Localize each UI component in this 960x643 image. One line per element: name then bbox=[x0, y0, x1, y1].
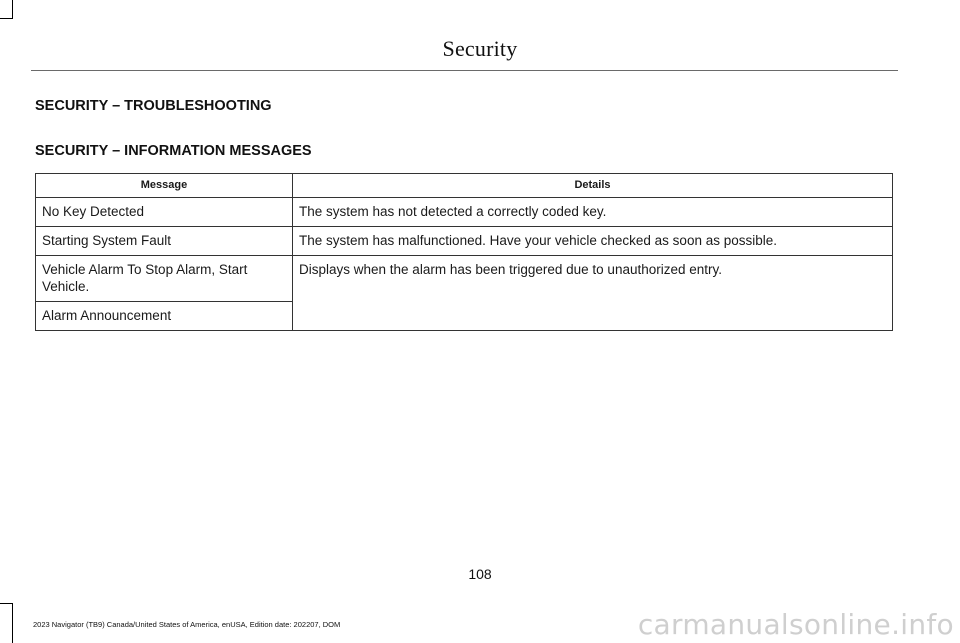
crop-mark-bottom-left bbox=[12, 603, 13, 643]
message-cell: Vehicle Alarm To Stop Alarm, Start Vehicle. bbox=[36, 256, 293, 302]
header-rule bbox=[31, 70, 898, 71]
information-messages-table bbox=[35, 173, 893, 331]
column-header-message: Message bbox=[36, 174, 293, 198]
message-cell: Alarm Announcement bbox=[36, 302, 293, 331]
column-header-details: Details bbox=[293, 174, 893, 198]
running-header: Security bbox=[442, 36, 518, 61]
table-row bbox=[36, 227, 893, 256]
crop-mark-top-left bbox=[12, 0, 13, 18]
message-cell: No Key Detected bbox=[36, 198, 293, 227]
table-row bbox=[36, 256, 893, 302]
details-cell: The system has malfunctioned. Have your vehicle checked as soon as possible. bbox=[293, 227, 893, 256]
table-row bbox=[36, 198, 893, 227]
crop-mark-bottom-left-horizontal bbox=[0, 603, 13, 604]
crop-mark-top-left-horizontal bbox=[0, 18, 13, 19]
page-number: 108 bbox=[468, 566, 492, 582]
section-heading-troubleshooting: SECURITY – TROUBLESHOOTING bbox=[35, 98, 272, 114]
details-cell: Displays when the alarm has been triggered due to unauthorized entry. bbox=[293, 256, 893, 331]
details-cell: The system has not detected a correctly coded key. bbox=[293, 198, 893, 227]
edition-footer: 2023 Navigator (TB9) Canada/United States of America, enUSA, Edition date: 202207, DOM bbox=[33, 620, 341, 629]
table-header-row bbox=[36, 174, 893, 198]
section-heading-information-messages: SECURITY – INFORMATION MESSAGES bbox=[35, 143, 312, 159]
watermark: carmanualsonline.info bbox=[637, 608, 954, 641]
message-cell: Starting System Fault bbox=[36, 227, 293, 256]
